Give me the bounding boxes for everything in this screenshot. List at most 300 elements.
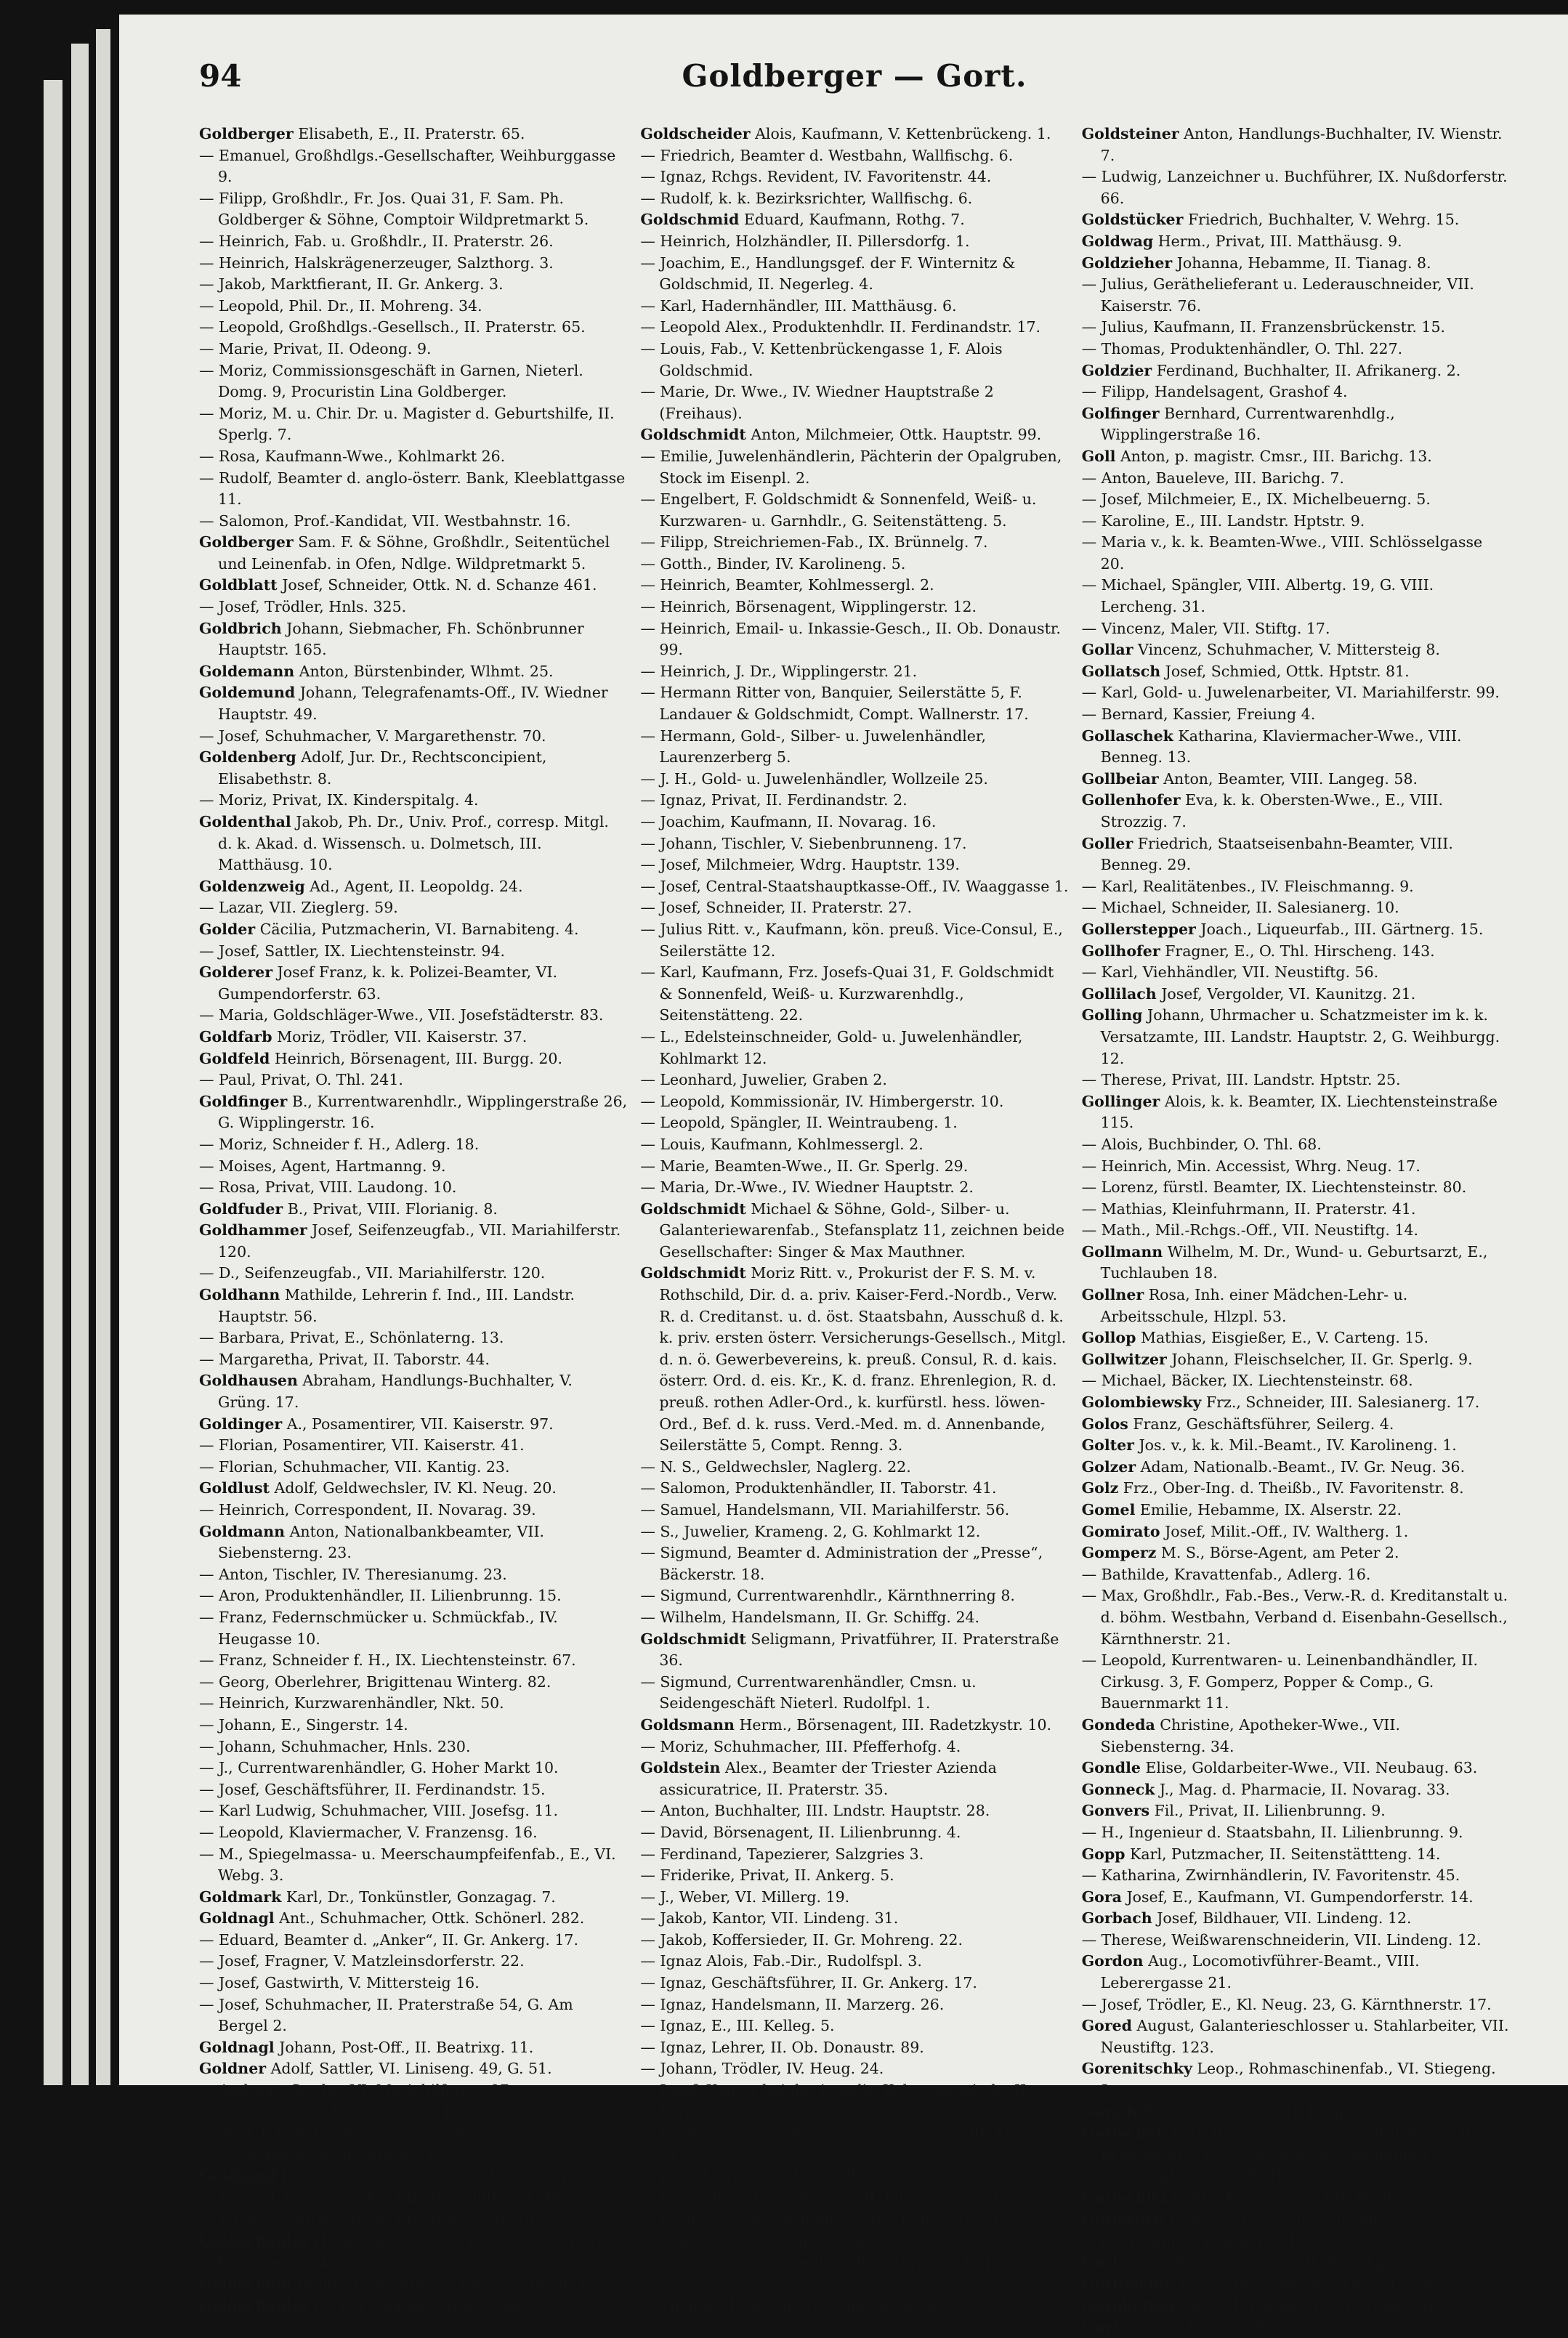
entry-text: — Josef, Ledergalanteriewaren-Erzeuger, VIII. Tigerg. 11. (640, 2124, 1050, 2164)
directory-entry (640, 1994, 1068, 2016)
directory-entry (1082, 1414, 1510, 1436)
entry-text: — Karl, Realitätenbes., IV. Fleischmanng. 9. (1081, 877, 1414, 895)
entry-text: — Josef, Trödler, Hnls. 325. (199, 598, 407, 616)
entry-surname: Gorischitz (1081, 2189, 1168, 2206)
entry-surname: Gollner (1081, 1286, 1144, 1304)
page-number: 94 (199, 58, 242, 94)
entry-text: — Moriz, M. u. Chir. Dr. u. Magister d. Geburtshilfe, II. Sperlg. 7. (199, 404, 615, 444)
directory-entry (199, 812, 627, 876)
entry-surname: Gorenitschky (1081, 2060, 1192, 2078)
entry-text: Anton, p. magistr. Cmsr., III. Barichg. 13. (1120, 447, 1432, 465)
directory-entry (1082, 661, 1510, 683)
directory-entry (199, 1800, 627, 1822)
entry-text: Mathilde, Lehrerin f. Ind., III. Landstr. Hauptstr. 56. (218, 1286, 575, 1325)
directory-entry (199, 1349, 627, 1371)
entry-surname: Goldscheider (640, 125, 751, 142)
directory-entry (640, 2015, 1068, 2037)
entry-text: — Heinrich, Correspondent, II. Novarag. 39. (199, 1501, 536, 1518)
entry-text: — Salomon, Produktenhändler, II. Taborstr. 41. (640, 1479, 997, 1497)
entry-surname: Golderer (199, 963, 272, 982)
entry-text: Herm., Privat, III. Matthäusg. 9. (1157, 232, 1402, 250)
directory-entry (199, 919, 627, 941)
directory-entry (640, 2188, 1068, 2209)
directory-entry (640, 876, 1068, 898)
directory-entry (640, 1478, 1068, 1500)
directory-entry (1082, 2252, 1510, 2274)
entry-text: — Ignaz, Rchgs. Revident, IV. Favoritenstr. 44. (640, 168, 992, 186)
entry-text: — Marie, Beamten-Wwe., II. Gr. Sperlg. 29. (640, 1157, 969, 1175)
entry-text: — Filipp, Streichriemen-Fab., IX. Brünnelg. 7. (640, 533, 988, 551)
directory-entry (1082, 446, 1510, 468)
directory-entry (1082, 1585, 1510, 1650)
directory-entry (1082, 1069, 1510, 1091)
entry-text: — Karl Ludwig, Schuhmacher, VIII. Josefsg. 11. (199, 1802, 559, 1820)
directory-entry (640, 532, 1068, 554)
entry-text: Franz, Perrückenmacher, Fh. 114. (1179, 2275, 1438, 2293)
entry-surname: Gomel (1081, 1501, 1136, 1518)
directory-entry (640, 1607, 1068, 1629)
entry-text: Elisabeth, E., II. Praterstr. 65. (298, 125, 525, 142)
entry-surname: Gomirato (1081, 1522, 1160, 1540)
directory-entry (1082, 1156, 1510, 1178)
entry-text: Josef, Milit.-Off., IV. Waltherg. 1. (1165, 1522, 1409, 1540)
entry-text: Hermann, Beichte-Cleves, Oststahr, IV. Favoritenstr. 44. (218, 2232, 608, 2271)
directory-entry (1082, 962, 1510, 984)
entry-text: — Julius Ritt. v., Kaufmann, kön. preuß. Vice-Consul, E., Seilerstätte 12. (640, 920, 1063, 960)
entry-text: — Friedrich, Beamter d. Westbahn, Wallfischg. 6. (640, 146, 1014, 164)
directory-entry (640, 253, 1068, 296)
directory-entry (199, 1177, 627, 1199)
directory-entry (199, 1757, 627, 1779)
entry-surname: Goldinger (199, 1415, 283, 1433)
entry-text: — Maria, Goldschläger-Wwe., VII. Josefstädterstr. 83. (199, 1006, 604, 1024)
entry-text: — Salomon, Prof.-Kandidat, VII. Westbahnstr. 16. (199, 511, 571, 530)
directory-entry (199, 790, 627, 812)
directory-entry (199, 1994, 627, 2037)
directory-entry (640, 1585, 1068, 1607)
entry-surname: Gollerstepper (1081, 920, 1196, 938)
entry-text: Bernhard, Currentwarenhdlg., Wipplingerstraße 16. (1100, 404, 1395, 444)
directory-entry (640, 1457, 1068, 1479)
directory-entry (199, 2166, 627, 2188)
entry-text: — Heinrich, J. Dr., Wipplingerstr. 21. (640, 662, 918, 680)
directory-entry (1082, 511, 1510, 533)
directory-entry (640, 231, 1068, 253)
directory-entry (1082, 704, 1510, 726)
directory-entry (1082, 618, 1510, 640)
directory-entry (1082, 1822, 1510, 1844)
entry-text: — Rosa, Privat, VIII. Laudong. 10. (199, 1178, 457, 1197)
entry-text: Josef, E., Kaufmann, VI. Gumpendorferstr. 14. (1126, 1888, 1474, 1906)
directory-entry (640, 1887, 1068, 1909)
directory-entry (640, 1027, 1068, 1069)
directory-entry (640, 296, 1068, 317)
entry-text: Leop., Rohmaschinenfab., VI. Stiegeng. 2. (1100, 2060, 1496, 2100)
directory-entry (199, 1069, 627, 1091)
entry-text: — Wilhelm, Handelsmann, II. Gr. Schiffg. 24. (640, 1608, 980, 1626)
directory-entry (1082, 1392, 1510, 1414)
directory-entry (199, 1134, 627, 1156)
entry-surname: Goldschmidt (640, 426, 746, 444)
entry-text: Rosa, Inh. einer Mädchen-Lehr- u. Arbeitsschule, Hlzpl. 53. (1100, 1286, 1408, 1325)
entry-text: — Leonhard, Juwelier, Graben 2. (640, 1071, 887, 1089)
directory-entry (640, 1672, 1068, 1715)
directory-entry (1082, 1779, 1510, 1801)
directory-entry (640, 2166, 1068, 2188)
entry-text: — Ignaz, Handelsmann, II. Marzerg. 26. (640, 1995, 945, 2013)
directory-entry (199, 682, 627, 725)
entry-surname: Goldstein (640, 1759, 721, 1777)
entry-text: Herm., Börsenagent, III. Radetzkystr. 10. (739, 1715, 1051, 1734)
entry-text: — Ignaz, Lehrer, II. Ob. Donaustr. 89. (640, 2038, 924, 2056)
entry-text: Alois, Kaufmann, V. Kettenbrückeng. 1. (755, 125, 1051, 142)
entry-text: Josef Franz, k. k. Polizei-Beamter, VI. Gumpendorferstr. 63. (218, 963, 558, 1003)
directory-entry (199, 124, 627, 145)
entry-surname: Goldzier (1081, 361, 1152, 379)
directory-entry (199, 2058, 627, 2080)
directory-entry (1082, 1542, 1510, 1564)
directory-entry (1082, 682, 1510, 704)
directory-entry (199, 941, 627, 963)
directory-entry (640, 124, 1068, 145)
entry-surname: Golter (1081, 1436, 1134, 1455)
directory-entry (199, 339, 627, 360)
directory-entry (640, 188, 1068, 210)
entry-surname: Golzer (1081, 1457, 1136, 1476)
entry-text: — Rosa, Kaufmann-Wwe., Kohlmarkt 26. (199, 447, 506, 465)
directory-entry (640, 1865, 1068, 1887)
entry-text: — Therese, Weißwarenschneiderin, VII. Lindeng. 12. (1081, 1930, 1482, 1949)
entry-surname: Gollhofer (1081, 942, 1160, 960)
directory-entry (640, 339, 1068, 381)
entry-text: — Bathilde, Kravattenfab., Adlerg. 16. (1081, 1565, 1371, 1583)
entry-text: — Barbara, Privat, E., Schönlaterng. 13. (199, 1329, 504, 1347)
directory-entry (640, 1091, 1068, 1113)
directory-entry (199, 962, 627, 1005)
entry-text: Mathias, Eisgießer, E., V. Carteng. 15. (1140, 1329, 1428, 1347)
column-2 (640, 124, 1068, 2338)
entry-surname: Goldsteiner (1081, 125, 1179, 142)
entry-text: Frz., Ober-Ing. d. Theißb., IV. Favoritenstr. 8. (1123, 1479, 1464, 1497)
directory-entry (640, 1629, 1068, 1672)
column-3 (1082, 124, 1510, 2338)
entry-text: Eduard, Kaufmann, Rothg. 7. (743, 211, 965, 229)
directory-entry (199, 747, 627, 790)
entry-text: — Rudolf, Beamter d. anglo-österr. Bank, Kleeblattgasse 11. (199, 469, 626, 509)
entry-text: Josef, Schmied, Ottk. Hptstr. 81. (1165, 662, 1410, 680)
entry-text: — Vincenz, Maler, VII. Stiftg. 17. (1081, 619, 1330, 637)
directory-entry (199, 1457, 627, 1479)
directory-entry (1082, 1177, 1510, 1199)
entry-text: Jos. v., k. k. Mil.-Beamt., IV. Karolineng. 1. (1139, 1436, 1457, 1455)
entry-text: — Joachim, E., Handlungsgef. der F. Winternitz & Goldschmid, II. Negerleg. 4. (640, 254, 1016, 294)
entry-surname: Gollbeiar (1081, 769, 1159, 788)
entry-surname: Goldlust (199, 1479, 270, 1497)
directory-entry (199, 1048, 627, 1070)
entry-surname: Goldfeld (199, 1049, 270, 1067)
directory-entry (640, 317, 1068, 339)
entry-text: — Lorenz, fürstl. Beamter, IX. Liechtensteinstr. 80. (1081, 1178, 1467, 1197)
directory-entry (640, 1263, 1068, 1456)
entry-surname: Goldemann (199, 662, 295, 680)
directory-entry (199, 188, 627, 231)
directory-page (119, 15, 1568, 2336)
directory-entry (199, 1027, 627, 1048)
entry-text: — Jakob, Kantor, VII. Lindeng. 31. (640, 1909, 899, 1928)
entry-surname: Gollmann (1081, 1242, 1163, 1261)
entry-surname: Goldmann (199, 1522, 286, 1540)
entry-text: Emilie, Hebamme, IX. Alserstr. 22. (1139, 1501, 1402, 1518)
directory-entry (640, 833, 1068, 855)
entry-surname: Goldsand (199, 2167, 278, 2185)
entry-text: August, Tischler, E., in Grzg. (1123, 2318, 1341, 2336)
page-edge (71, 44, 89, 2085)
entry-text: Peter, Schneider, VII. Burgg. 20. (1142, 2103, 1387, 2121)
directory-entry (199, 403, 627, 446)
directory-entry (640, 1521, 1068, 1543)
directory-entry (640, 854, 1068, 876)
entry-text: — J., Weber, VI. Millerg. 19. (640, 1888, 850, 1906)
entry-text: — Josef, Trödler, E., Kl. Neug. 23, G. Kärnthnerstr. 17. (1081, 1995, 1492, 2013)
entry-surname: Gondle (1081, 1759, 1141, 1777)
entry-text: — Ignaz, E., III. Kelleg. 5. (640, 2017, 835, 2035)
directory-entry (1082, 984, 1510, 1006)
entry-text: — Georg, Oberlehrer, Brigittenau Winterg. 82. (199, 1672, 551, 1691)
directory-entry (1082, 166, 1510, 209)
directory-entry (199, 1930, 627, 1951)
directory-entry (1082, 1242, 1510, 1285)
entry-text: — Heinrich, Börsenagent, Wipplingerstr. 12. (640, 598, 977, 616)
directory-entry (1082, 1327, 1510, 1349)
directory-entry (1082, 833, 1510, 876)
entry-text: Josef, Vergolder, VI. Kaunitzg. 21. (1161, 984, 1416, 1003)
directory-entry (640, 381, 1068, 424)
entry-text: — Josef, Milchmeier, E., IX. Michelbeuerng. 5. (1081, 490, 1431, 509)
entry-text: — Leopold Alex., Produktenhdlr. II. Ferdinandstr. 17. (640, 318, 1041, 336)
entry-text: Karl, Dr., Tonkünstler, Gonzagag. 7. (286, 1888, 556, 1906)
entry-text: — Lazar, VII. Zieglerg. 59. (199, 899, 398, 917)
entry-surname: Gorobetzky (1081, 2296, 1176, 2314)
entry-text: — Josef, Börse-Agent, Sterng. 6. (199, 2145, 442, 2164)
entry-text: Friedrich, Staatseisenbahn-Beamter, VIII. Benneg. 29. (1100, 834, 1453, 874)
directory-entry (1082, 1435, 1510, 1457)
entry-text: — Maria v., k. k. Beamten-Wwe., VIII. Schlösselgasse 20. (1081, 533, 1483, 573)
entry-text: — Emilie, Juwelenhändlerin, Pächterin der Opalgruben, Stock im Eisenpl. 2. (640, 447, 1062, 487)
directory-entry (640, 1199, 1068, 1263)
directory-entry (640, 2123, 1068, 2166)
entry-text: — Joachim, Kaufmann, II. Novarag. 16. (640, 813, 937, 830)
entry-text: — Louis, Kaufmann, Kohlmessergl. 2. (640, 1135, 924, 1153)
entry-surname: Goldenzweig (199, 877, 305, 895)
entry-text: — Wilhelm, Börsenagent, VII. Mohrenstr. 10. (199, 2210, 539, 2228)
entry-text: — S., Juwelier, Krameng. 2, G. Kohlmarkt 12. (640, 1522, 981, 1540)
entry-text: — Margaretha, Privat, II. Taborstr. 44. (199, 1350, 490, 1368)
directory-entry (640, 1500, 1068, 1521)
entry-text: — Katharina, Zwirnhändlerin, IV. Favoritenstr. 45. (1081, 1866, 1460, 1885)
directory-entry (1082, 1285, 1510, 1327)
directory-entry (199, 1951, 627, 1973)
directory-columns (199, 124, 1510, 2338)
directory-entry (640, 1757, 1068, 1800)
directory-entry (199, 1500, 627, 1521)
directory-entry (199, 145, 627, 188)
entry-text: — Josef, Fragner, V. Matzleinsdorferstr. 22. (199, 1952, 525, 1970)
entry-text: — Franz, Schneider f. H., IX. Liechtensteinstr. 67. (199, 1651, 576, 1670)
directory-entry (640, 2230, 1068, 2252)
entry-text: — Maria, Dr.-Wwe., IV. Wiedner Hauptstr. 2. (640, 1178, 974, 1197)
directory-entry (1082, 339, 1510, 360)
directory-entry (1082, 1564, 1510, 1586)
entry-text: — Samuel, Geldwechsler, VII. Mariahilferstr. 46. (199, 2189, 565, 2206)
directory-entry (1082, 575, 1510, 618)
entry-surname: Goldberger (199, 125, 294, 142)
entry-text: — Julius, Geräthelieferant u. Lederauschneider, VII. Kaiserstr. 76. (1081, 275, 1474, 315)
entry-text: Wilhelm, M. Dr., Wund- u. Geburtsarzt, E., Tuchlauben 18. (1100, 1242, 1488, 1282)
running-head: Goldberger — Gort. (682, 58, 1027, 94)
directory-entry (1082, 1091, 1510, 1134)
entry-text: — Karoline, E., III. Landstr. Hptstr. 9. (1081, 511, 1365, 530)
entry-surname: Goldfuder (199, 1200, 283, 1218)
entry-text: Ad., Agent, II. Leopoldg. 24. (310, 877, 523, 895)
directory-entry (640, 2252, 1068, 2295)
entry-text: — Josef, Sattler, IX. Liechtensteinstr. 94. (199, 942, 506, 960)
directory-entry (199, 2273, 627, 2295)
entry-text: — Josef, Schuhmacher, II. Praterstraße 54, G. Am Bergel 2. (199, 1995, 573, 2035)
directory-entry (1082, 639, 1510, 661)
entry-text: — Friderike, Privat, II. Ankerg. 5. (640, 1866, 894, 1885)
directory-entry (1082, 2317, 1510, 2338)
entry-text: — Heinrich, Kurzwarenhändler, Nkt. 50. (199, 1694, 504, 1712)
entry-text: Fragner, E., O. Thl. Hirscheng. 143. (1165, 942, 1435, 960)
directory-entry (1082, 317, 1510, 339)
directory-entry (199, 1973, 627, 1994)
directory-entry (1082, 1865, 1510, 1887)
entry-text: — Josef, Central-Staatshauptkasse-Off., IV. Waaggasse 1. (640, 877, 1069, 895)
entry-text: — Hermann Ritter von, Banquier, Seilerstätte 5, F. Landauer & Goldschmidt, Compt. Wallnerstr. 17. (640, 684, 1029, 724)
entry-text: — Josef, Milchmeier, Wdrg. Hauptstr. 139. (640, 856, 960, 874)
directory-entry (199, 1887, 627, 1909)
entry-text: — Paul, Privat, O. Thl. 241. (199, 1071, 403, 1089)
directory-entry (1082, 1500, 1510, 1521)
entry-text: Christine, Apotheker-Wwe., VII. Siebensterng. 34. (1100, 1715, 1401, 1755)
directory-entry (1082, 253, 1510, 275)
entry-text: Franz, Geschäftsführer, Seilerg. 4. (1133, 1415, 1394, 1433)
entry-text: — Simon, Schnittwarenhändler, Sterng. 9, G. Judeng. 12. (640, 2253, 1043, 2293)
entry-surname: Goldenberg (199, 748, 296, 766)
entry-text: Cäcilia, Putzmacherin, VI. Barnabiteng. 4. (259, 920, 579, 938)
entry-surname: Golos (1081, 1415, 1128, 1433)
entry-surname: Goldenthal (199, 813, 291, 830)
directory-entry (640, 1112, 1068, 1134)
entry-text: — Jakob, Marktfierant, II. Gr. Ankerg. 3. (199, 275, 504, 294)
entry-text: — M., Spiegelmassa- u. Meerschaumpfeifenfab., E., VI. Webg. 3. (199, 1845, 616, 1885)
directory-entry (199, 1091, 627, 1134)
directory-entry (640, 1973, 1068, 1994)
directory-entry (199, 1285, 627, 1327)
entry-text: — Karl, Kaufmann, Frz. Josefs-Quai 31, F. Goldschmidt & Sonnenfeld, Weiß- u. Kurzwarenhdlg., Seitenstätteng. 22. (640, 963, 1054, 1024)
directory-entry (640, 1736, 1068, 1758)
entry-text: Elise, Goldarbeiter-Wwe., VII. Neubaug. 63. (1145, 1759, 1478, 1777)
entry-text: Heinr., Expeditor, IX. Dietrichsteing. 10. (296, 2275, 601, 2293)
entry-text: Josef, Seifenzeugfab., VII. Mariahilferstr. 120. (218, 1221, 621, 1261)
entry-text: — Engelbert, F. Goldschmidt & Sonnenfeld, Weiß- u. Kurzwaren- u. Garnhdlr., G. Seitenstätteng. 5. (640, 490, 1037, 530)
entry-surname: Goll (1081, 447, 1116, 465)
entry-text: Karl, Putzmacher, II. Seitenstättteng. 14. (1130, 1845, 1441, 1863)
entry-text: Johann, Post-Off., II. Beatrixg. 11. (279, 2038, 534, 2056)
entry-surname: Gollop (1081, 1329, 1136, 1347)
entry-surname: Gorlitschik (1081, 2275, 1175, 2293)
entry-text: Eva, k. k. Obersten-Wwe., E., VIII. Strozzig. 7. (1100, 791, 1444, 830)
directory-entry (199, 231, 627, 253)
entry-surname: Goldschaider (199, 2232, 310, 2250)
entry-surname: Goldsmann (640, 1715, 735, 1734)
entry-text: — Aron, Produktenhändler, II. Lilienbrunng. 15. (199, 1587, 562, 1605)
directory-entry (199, 897, 627, 919)
directory-entry (199, 1220, 627, 1263)
directory-entry (640, 1951, 1068, 1973)
directory-entry (199, 1435, 627, 1457)
entry-text: — Julie, Uhrmacher-Wwe., II. Cirkusg. 3. (640, 2167, 949, 2185)
entry-surname: Gonneck (1081, 1780, 1155, 1798)
entry-text: — Anton, Buchhalter, III. Lndstr. Hauptstr. 28. (640, 1802, 990, 1820)
entry-surname: Goldfinger (199, 1092, 288, 1110)
entry-text: Johanna, Hebamme, II. Tianag. 8. (1176, 254, 1431, 272)
entry-text: — Rudolf, k. k. Bezirksrichter, Wallfischg. 6. (640, 189, 973, 207)
entry-surname: Goldschmidt (640, 1630, 746, 1648)
directory-entry (199, 2295, 627, 2317)
entry-text: Johann, Siebmacher, Fh. Schönbrunner Hauptstr. 165. (218, 619, 584, 659)
directory-entry (640, 1542, 1068, 1585)
entry-text: — David, Börsenagent, II. Lilienbrunng. 4. (640, 1823, 961, 1841)
directory-entry (199, 618, 627, 661)
entry-text: — Heinrich, Halskrägenerzeuger, Salzthorg. 3. (199, 254, 554, 272)
entry-text: Josef, Bildhauer, VII. Lindeng. 12. (1157, 1909, 1412, 1928)
entry-text: — Ignaz, Secr. d. Handelsakad., Inh. d. f. b. bair. Ehren-Med. f. Kunst u. Wissensch., Zeltgasse 5. (199, 2103, 621, 2143)
entry-text: — Thomas, Holzhdlr., II. Ndlg. Johannesg. 33. (640, 2296, 987, 2314)
entry-text: — Johann, Schuhmacher, Hnls. 230. (199, 1737, 471, 1755)
directory-entry (1082, 2015, 1510, 2058)
directory-entry (199, 596, 627, 618)
directory-entry (1082, 1134, 1510, 1156)
entry-surname: Goldschmidt (640, 1200, 746, 1218)
directory-entry (199, 446, 627, 468)
directory-entry (640, 2058, 1068, 2080)
entry-text: — Louis, Fab., V. Kettenbrückengasse 1, F. Alois Goldschmid. (640, 339, 1003, 379)
directory-entry (1082, 1457, 1510, 1479)
directory-entry (199, 1736, 627, 1758)
entry-text: Katharina, Klaviermacher-Wwe., VIII. Benneg. 13. (1100, 727, 1462, 766)
entry-text: Josef, Schneider, Ottk. N. d. Schanze 461. (282, 576, 597, 594)
entry-surname: Goldhausen (199, 1372, 298, 1390)
directory-entry (199, 253, 627, 275)
entry-surname: Goldner (199, 2060, 267, 2078)
entry-surname: Goldbrich (199, 619, 282, 637)
directory-entry (640, 1156, 1068, 1178)
entry-text: Ferdinand, Buchhalter, II. Afrikanerg. 2. (1156, 361, 1461, 379)
entry-text: Franz, Privat-Beamter, III. Barichg. 8. (1122, 2253, 1409, 2271)
directory-entry (1082, 769, 1510, 790)
entry-text: — Leopold, Kommissionär, IV. Himbergerstr. 10. (640, 1092, 1004, 1110)
directory-entry (1082, 124, 1510, 166)
entry-text: — Bernard, Kassier, Freiung 4. (1081, 705, 1316, 724)
entry-surname: Goldstücker (1081, 211, 1184, 229)
directory-entry (199, 1521, 627, 1564)
directory-entry (640, 2295, 1068, 2317)
entry-surname: Goldemund (199, 684, 296, 702)
entry-text: Frz., Schneider, III. Salesianerg. 17. (1206, 1394, 1480, 1412)
directory-entry (1082, 1199, 1510, 1221)
directory-entry (640, 424, 1068, 446)
